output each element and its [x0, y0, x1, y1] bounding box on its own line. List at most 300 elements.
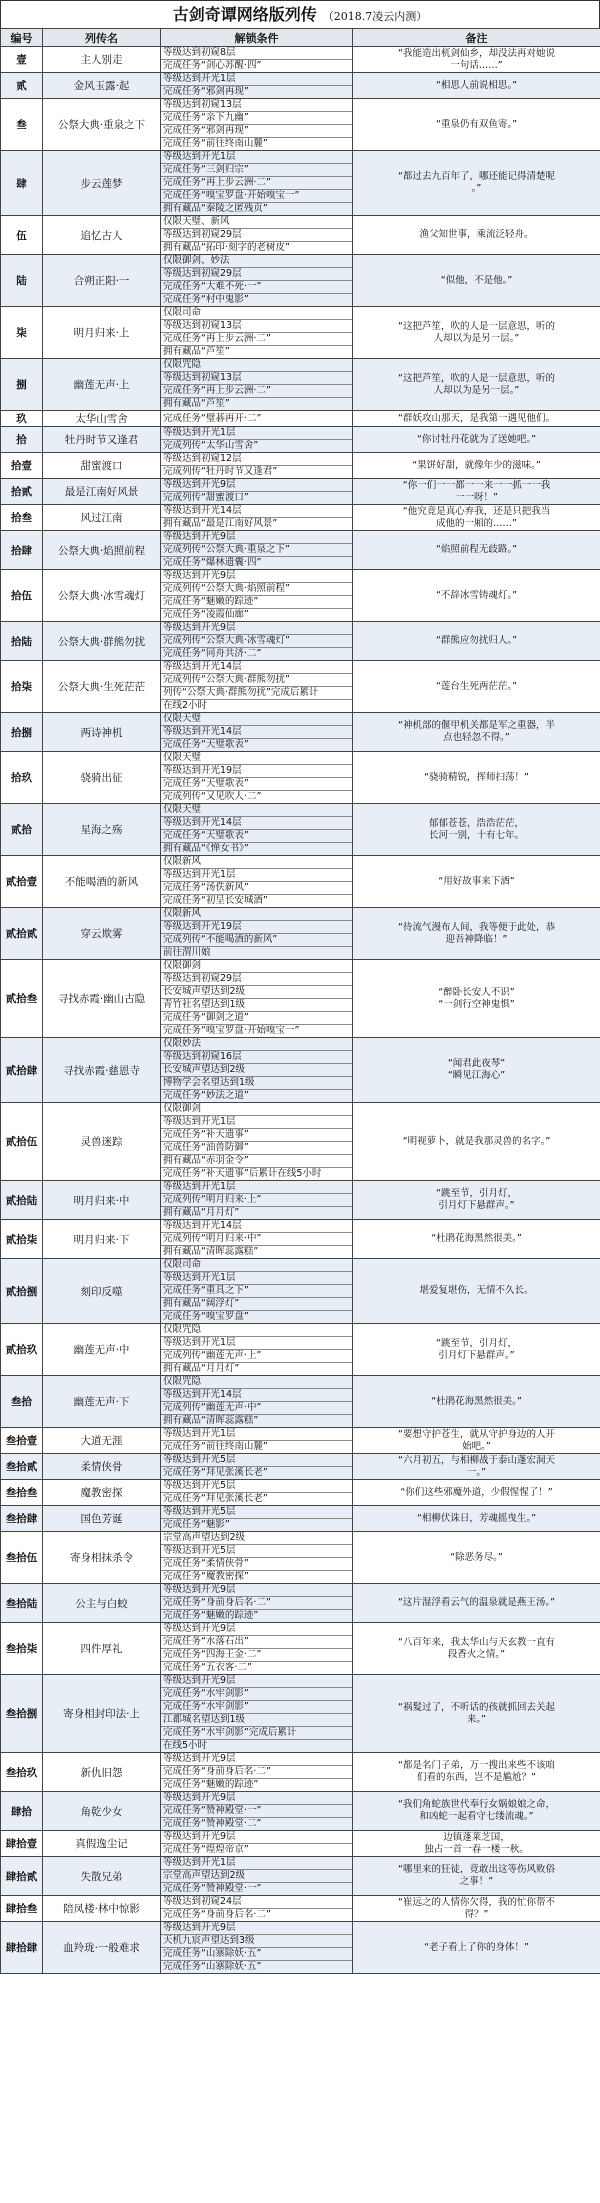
unlock-condition-line: 完成任务“身前身后名·二”: [161, 1597, 352, 1610]
unlock-condition-line: 完成任务“柔情侠骨”: [161, 1558, 352, 1571]
biography-name: 甜蜜渡口: [43, 453, 161, 479]
table-row: [1, 752, 600, 804]
table-row: [1, 1324, 600, 1376]
unlock-condition-line: 拥有藏品“清晖蕊露糕”: [163, 1246, 259, 1257]
biography-name: 大道无涯: [43, 1428, 161, 1454]
row-number: 玖: [1, 411, 43, 427]
unlock-condition-line: 长安城声望达到2级: [161, 986, 352, 999]
table-row: [1, 1623, 600, 1675]
unlock-conditions: [161, 1922, 353, 1974]
biography-name: 寻找赤霞·幽山古隐: [43, 960, 161, 1038]
row-number: 伍: [1, 216, 43, 255]
unlock-conditions: [161, 1103, 353, 1181]
unlock-condition-line: 完成任务“魔教密探”: [163, 1571, 249, 1582]
row-number: 柒: [1, 307, 43, 359]
biography-name: 合朔正阳·一: [43, 255, 161, 307]
remark: “你一们一一都一一来一一抓一一我 一一呀！”: [353, 479, 600, 505]
table-row: [1, 255, 600, 307]
unlock-condition-line: 等级达到开光1层: [161, 869, 352, 882]
remark: 堪爱复堪伤，无情不久长。: [353, 1259, 600, 1324]
remark: “群熊应勿扰归人。”: [353, 622, 600, 661]
row-number: 贰拾玖: [1, 1324, 43, 1376]
unlock-condition-line: 完成任务“水牢剑影”: [161, 1701, 352, 1714]
row-number: 拾壹: [1, 453, 43, 479]
remark: “骁骑精锐，挥师扫荡！”: [353, 752, 600, 804]
unlock-condition-line: 等级达到开光9层: [161, 1753, 352, 1766]
remark: “明视萝卜，就是我那灵兽的名字。”: [353, 1103, 600, 1181]
row-number: 贰: [1, 73, 43, 99]
unlock-condition-line: 完成任务“初呈长安城酒”: [163, 895, 268, 906]
unlock-condition-line: 完成任务“爆林遗囊·四”: [163, 557, 262, 568]
table-row: [1, 1922, 600, 1974]
unlock-conditions: [161, 1753, 353, 1792]
table-row: [1, 99, 600, 151]
unlock-condition-line: 完成任务“嗅宝罗盘·开始嗅宝一”: [161, 190, 352, 203]
unlock-condition-line: 等级达到初窥13层: [161, 320, 352, 333]
row-number: 拾叁: [1, 505, 43, 531]
table-row: [1, 1675, 600, 1753]
unlock-condition-line: 完成任务“天璧歌表”: [161, 830, 352, 843]
unlock-conditions: [161, 47, 353, 73]
table-row: [1, 1831, 600, 1857]
unlock-condition-line: 等级达到开光19层: [161, 921, 352, 934]
row-number: 拾肆: [1, 531, 43, 570]
unlock-condition-line: 长安城声望达到2级: [161, 1064, 352, 1077]
remark: “闻君此夜琴” “瞬见江海心”: [353, 1038, 600, 1103]
unlock-condition-line: 完成任务“赞神殿堂·二”: [163, 1818, 262, 1829]
unlock-condition-line: 青竹社名望达到1级: [161, 999, 352, 1012]
unlock-condition-line: 完成任务“前往终南山麓”: [163, 1441, 268, 1452]
unlock-condition-line: 等级达到开光9层: [161, 1675, 352, 1688]
biography-name: 追忆古人: [43, 216, 161, 255]
unlock-condition-line: 完成任务“赞神殿堂·一”: [161, 1805, 352, 1818]
unlock-condition-line: 完成任务“嗅宝罗盘·开始嗅宝一”: [163, 1025, 300, 1036]
unlock-condition-line: 等级达到开光9层: [161, 531, 352, 544]
biography-name: 寄身相封印法·上: [43, 1675, 161, 1753]
remark: “相思人前说相思。”: [353, 73, 600, 99]
table-row: [1, 411, 600, 427]
biography-name: 明月归来·中: [43, 1181, 161, 1220]
unlock-conditions: [161, 908, 353, 960]
row-number: 叁拾陆: [1, 1584, 43, 1623]
row-number: 贰拾叁: [1, 960, 43, 1038]
unlock-conditions: [161, 1480, 353, 1506]
remark: “群妖攻山那天，是我第一遇见他们。: [353, 411, 600, 427]
unlock-condition-line: 仅限御剑、妙法: [161, 255, 352, 268]
unlock-condition-line: 完成列传“幽莲无声·中”: [161, 1402, 352, 1415]
remark: “除恶务尽。”: [353, 1532, 600, 1584]
unlock-conditions: [161, 570, 353, 622]
remark: “这把芦笙，吹的人是一层意思，听的 人却以为是另一层。”: [353, 359, 600, 411]
header-note: 备注: [353, 29, 600, 47]
row-number: 陆: [1, 255, 43, 307]
biography-name: 不能喝酒的新风: [43, 856, 161, 908]
unlock-conditions: [161, 1792, 353, 1831]
biography-name: 寻找赤霞·慈恩寺: [43, 1038, 161, 1103]
unlock-condition-line: 等级达到初窥13层: [161, 372, 352, 385]
unlock-condition-line: 江都城名望达到1级: [161, 1714, 352, 1727]
biography-name: 角乾少女: [43, 1792, 161, 1831]
unlock-condition-line: 完成任务“妙法之道”: [163, 1090, 249, 1101]
table-row: [1, 1753, 600, 1792]
unlock-condition-line: 等级达到开光9层: [161, 1623, 352, 1636]
unlock-condition-line: 完成任务“煌煌帝京”: [163, 1844, 249, 1855]
unlock-condition-line: 等级达到开光5层: [161, 1506, 352, 1519]
biography-name: 柔情侠骨: [43, 1454, 161, 1480]
unlock-conditions: [161, 1896, 353, 1922]
remark: “这把芦笙，吹的人是一层意思，听的 人却以为是另一层。”: [353, 307, 600, 359]
table-row: [1, 73, 600, 99]
biography-name: 寄身相抹杀令: [43, 1532, 161, 1584]
remark: “焰照前程无歧路。”: [353, 531, 600, 570]
row-number: 肆拾肆: [1, 1922, 43, 1974]
unlock-conditions: [161, 661, 353, 713]
remark: 边镇蓬莱芝国， 独占一首一春一楼一秋。: [353, 1831, 600, 1857]
unlock-condition-line: 等级达到开光1层: [161, 1337, 352, 1350]
row-number: 肆拾贰: [1, 1857, 43, 1896]
header-num: 编号: [1, 29, 43, 47]
unlock-condition-line: 完成列传“幽莲无声·上”: [161, 1350, 352, 1363]
row-number: 贰拾捌: [1, 1259, 43, 1324]
biography-name: 真假逸尘记: [43, 1831, 161, 1857]
table-row: [1, 359, 600, 411]
unlock-conditions: [161, 505, 353, 531]
biography-name: 公祭大典·生死茫茫: [43, 661, 161, 713]
unlock-condition-line: 仅限天璧: [161, 752, 352, 765]
unlock-condition-line: 宗堂高声望达到2级: [161, 1870, 352, 1883]
unlock-condition-line: 仅限天璧: [161, 804, 352, 817]
table-row: [1, 1103, 600, 1181]
row-number: 拾: [1, 427, 43, 453]
unlock-condition-line: 等级达到初窥13层: [161, 99, 352, 112]
row-number: 叁拾: [1, 1376, 43, 1428]
header-cond: 解锁条件: [161, 29, 353, 47]
table-row: [1, 960, 600, 1038]
unlock-condition-line: 完成任务“拜见张溪长老”: [163, 1467, 268, 1478]
unlock-condition-line: 拥有藏品“月月灯”: [163, 1363, 240, 1374]
biography-name: 血羚珑·一般难求: [43, 1922, 161, 1974]
unlock-condition-line: 等级达到初窥29层: [161, 973, 352, 986]
unlock-condition-line: 拥有藏品“月月灯”: [163, 1207, 240, 1218]
unlock-condition-line: 拥有藏品“清晖蕊露糕”: [163, 1415, 259, 1426]
unlock-condition-line: 完成任务“身前身后名·二”: [163, 1909, 271, 1920]
unlock-condition-line: 拥有藏品“秦陵之匿残页”: [163, 203, 268, 214]
unlock-condition-line: 仅限妙法: [161, 1038, 352, 1051]
unlock-condition-line: 拥有藏品“赤羽金令”: [161, 1155, 352, 1168]
unlock-conditions: [161, 1428, 353, 1454]
table-row: [1, 1181, 600, 1220]
unlock-conditions: [161, 804, 353, 856]
unlock-condition-line: 完成任务“重具之下”: [161, 1285, 352, 1298]
remark: “这片湿浮看云气的温泉就是燕王汤。”: [353, 1584, 600, 1623]
biography-name: 明月归来·下: [43, 1220, 161, 1259]
unlock-condition-line: 完成任务“村中鬼影”: [163, 294, 249, 305]
unlock-condition-line: 完成任务“魅嫩的踪迹”: [163, 1779, 259, 1790]
row-number: 叁: [1, 99, 43, 151]
title-subtitle: （2018.7凌云内测）: [322, 10, 428, 23]
unlock-conditions: [161, 1506, 353, 1532]
unlock-condition-line: 等级达到开光14层: [161, 726, 352, 739]
table-row: [1, 804, 600, 856]
unlock-condition-line: 完成任务“凌霞仙廊”: [163, 609, 249, 620]
unlock-condition-line: 等级达到开光1层: [161, 427, 352, 440]
unlock-conditions: [161, 1831, 353, 1857]
unlock-condition-line: 等级达到初窥29层: [161, 268, 352, 281]
unlock-conditions: [161, 479, 353, 505]
unlock-condition-line: 等级达到开光1层: [161, 151, 352, 164]
unlock-condition-line: 完成任务“璧碁再开·二”: [163, 412, 262, 424]
unlock-condition-line: 完成任务“再上步云洲·二”: [161, 333, 352, 346]
table-row: [1, 1376, 600, 1428]
row-number: 壹: [1, 47, 43, 73]
unlock-condition-line: 前往渭川娘: [163, 947, 211, 958]
unlock-condition-line: 完成任务“身前身后名·二”: [161, 1766, 352, 1779]
unlock-condition-line: 拥有藏品“阔浮灯”: [161, 1298, 352, 1311]
row-number: 贰拾: [1, 804, 43, 856]
remark: “你们这些邪魔外道，少假惺惺了！”: [353, 1480, 600, 1506]
remark: “我们角蛇族世代奉行女娲娘娘之命， 和凶蛇一起看守七缕流魂。”: [353, 1792, 600, 1831]
unlock-conditions: [161, 1259, 353, 1324]
biography-name: 陪凤楼·林中惊影: [43, 1896, 161, 1922]
unlock-conditions: [161, 411, 353, 427]
unlock-condition-line: 等级达到开光14层: [161, 661, 352, 674]
biography-name: 国色芳诞: [43, 1506, 161, 1532]
unlock-condition-line: 拥有藏品“芦笙”: [163, 346, 230, 357]
unlock-condition-line: 完成任务“魅嫩的踪迹”: [161, 596, 352, 609]
biography-name: 太华山雪舍: [43, 411, 161, 427]
biography-name: 穿云欺雾: [43, 908, 161, 960]
unlock-condition-line: 完成列传“明月归来·上”: [161, 1194, 352, 1207]
unlock-conditions: [161, 216, 353, 255]
row-number: 叁拾肆: [1, 1506, 43, 1532]
unlock-condition-line: 等级达到开光9层: [161, 479, 352, 492]
row-number: 肆拾壹: [1, 1831, 43, 1857]
unlock-condition-line: 宗堂高声望达到2级: [161, 1532, 352, 1545]
unlock-condition-line: 在线5小时: [163, 1740, 208, 1751]
unlock-condition-line: 等级达到开光14层: [161, 1220, 352, 1233]
row-number: 贰拾壹: [1, 856, 43, 908]
unlock-condition-line: 等级达到开光9层: [161, 1584, 352, 1597]
unlock-condition-line: 完成任务“魅影”: [163, 1519, 230, 1530]
unlock-condition-line: 拥有藏品“《惮女书》”: [163, 843, 249, 854]
unlock-conditions: [161, 255, 353, 307]
table-row: [1, 479, 600, 505]
row-number: 肆拾: [1, 1792, 43, 1831]
table-row: [1, 1532, 600, 1584]
unlock-conditions: [161, 359, 353, 411]
unlock-condition-line: 等级达到开光1层: [161, 1272, 352, 1285]
remark: “我能造出杌剑仙乡，却没法再对她说 一句话……”: [353, 47, 600, 73]
row-number: 叁拾捌: [1, 1675, 43, 1753]
table-row: [1, 1480, 600, 1506]
remark: “重泉仍有双鱼寄。”: [353, 99, 600, 151]
table-row: [1, 1259, 600, 1324]
unlock-conditions: [161, 752, 353, 804]
remark: “哪里来的狂徒，竟敢出这等伤风败俗 之事！”: [353, 1857, 600, 1896]
table-row: [1, 661, 600, 713]
biography-name: 幽莲无声·下: [43, 1376, 161, 1428]
table-body: [1, 47, 600, 1974]
biography-name: 最是江南好风景: [43, 479, 161, 505]
remark: “果饼好甜，就像年少的滋味。”: [353, 453, 600, 479]
unlock-condition-line: 仅限咒隐: [161, 1376, 352, 1389]
row-number: 肆: [1, 151, 43, 216]
unlock-condition-line: 完成任务“水落石出”: [161, 1636, 352, 1649]
unlock-condition-line: 完成任务“剑心苏醒·四”: [163, 60, 262, 71]
row-number: 叁拾柒: [1, 1623, 43, 1675]
unlock-condition-line: 仅限司命: [161, 307, 352, 320]
table-row: [1, 856, 600, 908]
row-number: 拾玖: [1, 752, 43, 804]
unlock-conditions: [161, 151, 353, 216]
table-row: [1, 570, 600, 622]
remark: “都过去九百年了，哪还能记得清楚呢 。”: [353, 151, 600, 216]
row-number: 拾贰: [1, 479, 43, 505]
biography-name: 明月归来·上: [43, 307, 161, 359]
unlock-condition-line: 完成任务“油兽防御”: [161, 1142, 352, 1155]
table-row: [1, 1584, 600, 1623]
unlock-condition-line: 完成列传“太华山雪舍”: [163, 440, 259, 451]
unlock-condition-line: 完成任务“水牢剑影”: [161, 1688, 352, 1701]
biography-name: 步云莲梦: [43, 151, 161, 216]
unlock-condition-line: 在线2小时: [163, 700, 208, 711]
row-number: 叁拾叁: [1, 1480, 43, 1506]
unlock-condition-line: 等级达到开光19层: [161, 765, 352, 778]
table-row: [1, 1038, 600, 1103]
unlock-condition-line: 天机九宸声望达到3级: [161, 1935, 352, 1948]
remark: “六月初五，与相柳战于泰山蓬宏洞天 一。”: [353, 1454, 600, 1480]
unlock-conditions: [161, 1038, 353, 1103]
unlock-condition-line: 等级达到开光9层: [161, 1831, 352, 1844]
unlock-condition-line: 完成任务“同舟共济·二”: [163, 648, 262, 659]
unlock-condition-line: 仅限天璧、新风: [161, 216, 352, 229]
unlock-condition-line: 完成任务“大难不死·一”: [161, 281, 352, 294]
unlock-condition-line: 完成任务“五衣客·二”: [163, 1662, 252, 1673]
unlock-condition-line: 博物学会名望达到1级: [161, 1077, 352, 1090]
row-number: 贰拾伍: [1, 1103, 43, 1181]
unlock-condition-line: 完成任务“嗅宝罗盘”: [163, 1311, 249, 1322]
unlock-condition-line: 完成列传“公祭大典·冰雪魂灯”: [161, 635, 352, 648]
remark: “醉卧长安人不识” “一剑行空神鬼惧”: [353, 960, 600, 1038]
row-number: 叁拾玖: [1, 1753, 43, 1792]
unlock-condition-line: 完成任务“三剑归宗”: [161, 164, 352, 177]
unlock-conditions: [161, 99, 353, 151]
biography-name: 公祭大典·群熊勿扰: [43, 622, 161, 661]
unlock-condition-line: 等级达到开光9层: [161, 622, 352, 635]
remark: “你讨牡丹花就为了送她吧。”: [353, 427, 600, 453]
unlock-conditions: [161, 73, 353, 99]
unlock-condition-line: 仅限新风: [161, 908, 352, 921]
unlock-conditions: [161, 1857, 353, 1896]
unlock-condition-line: 完成任务“汤佚新风”: [161, 882, 352, 895]
unlock-condition-line: 完成任务“魅嫩的踪迹”: [163, 1610, 259, 1621]
unlock-condition-line: 完成列传“不能喝酒的新风”: [161, 934, 352, 947]
unlock-condition-line: 完成任务“山寨除妖·五”: [163, 1961, 262, 1972]
unlock-condition-line: 仅限咒隐: [161, 1324, 352, 1337]
table-row: [1, 151, 600, 216]
table-row: [1, 531, 600, 570]
unlock-condition-line: 完成列传“公祭大典·焰照前程”: [161, 583, 352, 596]
biography-name: 公主与白蛟: [43, 1584, 161, 1623]
unlock-condition-line: 等级达到开光1层: [161, 1181, 352, 1194]
unlock-condition-line: 完成任务“亲下九幽”: [161, 112, 352, 125]
unlock-condition-line: 完成任务“御剑之道”: [161, 1012, 352, 1025]
row-number: 拾陆: [1, 622, 43, 661]
title-text: 古剑奇谭网络版列传: [172, 5, 317, 24]
unlock-conditions: [161, 1220, 353, 1259]
unlock-condition-line: 完成任务“天璧歌表”: [161, 778, 352, 791]
biography-name: 灵兽迷踪: [43, 1103, 161, 1181]
unlock-condition-line: 等级达到开光14层: [161, 505, 352, 518]
row-number: 肆拾叁: [1, 1896, 43, 1922]
unlock-condition-line: 等级达到开光5层: [161, 1480, 352, 1493]
unlock-condition-line: 拥有藏品“最是江南好风景”: [163, 518, 278, 529]
remark: “杜鹃花海黑然很美。”: [353, 1376, 600, 1428]
row-number: 拾捌: [1, 713, 43, 752]
unlock-conditions: [161, 1532, 353, 1584]
unlock-condition-line: 完成任务“天璧歌表”: [163, 739, 249, 750]
remark: “待流气漫布人间，我等便于此处，恭 迎吾神降临！”: [353, 908, 600, 960]
table-row: [1, 1857, 600, 1896]
biography-name: 牡丹时节又逢君: [43, 427, 161, 453]
unlock-condition-line: 等级达到初窥8层: [161, 47, 352, 60]
table-row: [1, 1506, 600, 1532]
remark: 渔父知世事，乘流泛轻舟。: [353, 216, 600, 255]
table-row: [1, 307, 600, 359]
unlock-condition-line: 完成列传“牡丹时节又逢君”: [163, 466, 278, 477]
unlock-condition-line: 拥有藏品“芦笙”: [163, 398, 230, 409]
unlock-conditions: [161, 1324, 353, 1376]
unlock-condition-line: 等级达到开光5层: [161, 1454, 352, 1467]
row-number: 拾柒: [1, 661, 43, 713]
biography-name: 金风玉露·起: [43, 73, 161, 99]
unlock-conditions: [161, 531, 353, 570]
table-row: [1, 1454, 600, 1480]
unlock-condition-line: 等级达到开光9层: [161, 1792, 352, 1805]
unlock-conditions: [161, 1454, 353, 1480]
unlock-condition-line: 列传“公祭大典·群熊勿扰”完成后累计: [161, 687, 352, 700]
unlock-conditions: [161, 307, 353, 359]
unlock-condition-line: 完成任务“邪剑再现”: [161, 125, 352, 138]
row-number: 捌: [1, 359, 43, 411]
remark: “八百年来，我太华山与天玄教一直有 段香火之情。”: [353, 1623, 600, 1675]
biography-name: 四件厚礼: [43, 1623, 161, 1675]
unlock-condition-line: 完成任务“再上步云洲·二”: [161, 385, 352, 398]
row-number: 贰拾陆: [1, 1181, 43, 1220]
row-number: 贰拾柒: [1, 1220, 43, 1259]
unlock-condition-line: 等级达到开光9层: [161, 570, 352, 583]
remark: “用好故事来下酒”: [353, 856, 600, 908]
unlock-conditions: [161, 713, 353, 752]
unlock-condition-line: 完成列传“明月归来·中”: [161, 1233, 352, 1246]
unlock-condition-line: 完成列传“公祭大典·群熊勿扰”: [161, 674, 352, 687]
remark: “祸髮过了，不听话的孩就抓回去关起 来。”: [353, 1675, 600, 1753]
unlock-conditions: [161, 1675, 353, 1753]
table-row: [1, 1896, 600, 1922]
unlock-condition-line: 完成列传“甜蜜渡口”: [163, 492, 249, 503]
unlock-condition-line: 仅限御剑: [161, 960, 352, 973]
unlock-condition-line: 等级达到开光14层: [161, 1389, 352, 1402]
unlock-condition-line: 完成任务“补天遗事”: [161, 1129, 352, 1142]
row-number: 叁拾壹: [1, 1428, 43, 1454]
unlock-condition-line: 完成任务“赞神殿堂·一”: [163, 1883, 262, 1894]
remark: “相柳伏诛日，芳魂摇曳生。”: [353, 1506, 600, 1532]
table-row: [1, 47, 600, 73]
unlock-conditions: [161, 1181, 353, 1220]
row-number: 叁拾贰: [1, 1454, 43, 1480]
table-row: [1, 908, 600, 960]
biography-name: 幽莲无声·中: [43, 1324, 161, 1376]
